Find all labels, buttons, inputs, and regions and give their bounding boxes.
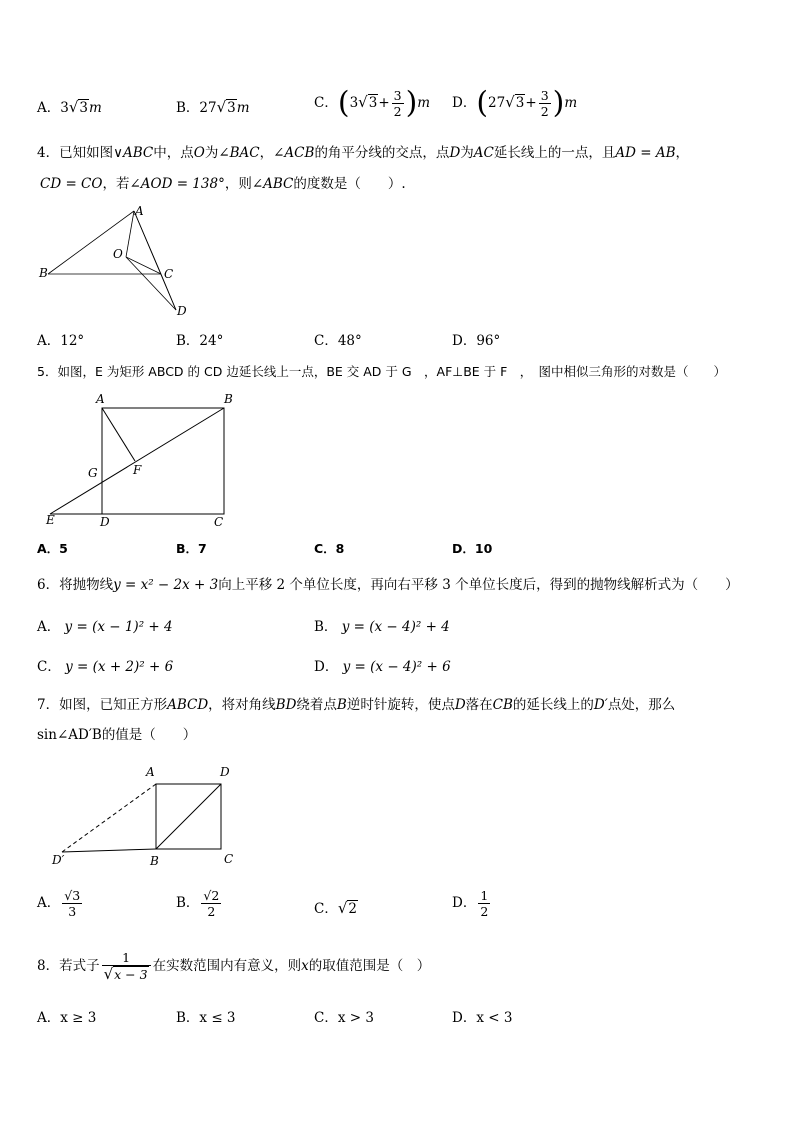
q5-label-a: A	[96, 392, 105, 406]
q3-option-c[interactable]: C．(3√3+ $\frac{3}{2}$ )m	[314, 85, 431, 121]
q6-option-b[interactable]: B． y = (x − 4)² + 4	[314, 619, 450, 635]
q5-label-b: B	[224, 392, 233, 406]
q6-option-d[interactable]: D． y = (x − 4)² + 6	[314, 659, 451, 675]
q3-d-fraction: $\frac{3}{2}$	[540, 88, 549, 119]
q5-label-g: G	[88, 466, 98, 480]
q4-figure	[36, 204, 196, 322]
q5-option-a[interactable]: A．5	[37, 541, 68, 556]
q5-option-d[interactable]: D．10	[452, 541, 493, 556]
q4-stem-line-1: 4．已知如图∨ABC中，点O为∠BAC，∠ACB的角平分线的交点，点D为AC延长线上的一点，且AD = AB，	[37, 145, 689, 161]
q7-option-c[interactable]: C．√2	[314, 899, 357, 917]
q6-option-a[interactable]: A． y = (x − 1)² + 4	[37, 619, 173, 635]
q6-stem: 6．将抛物线y = x² − 2x + 3向上平移 2 个单位长度，再向右平移 3 个单位长度后，得到的抛物线解析式为（ ）	[37, 577, 739, 593]
q4-option-a[interactable]: A．12°	[37, 333, 85, 349]
q4-label-o: O	[113, 247, 123, 261]
q7-label-b: B	[150, 854, 159, 868]
q4-label-d: D	[177, 304, 187, 318]
q3-c-fraction: $\frac{3}{2}$	[393, 88, 402, 119]
q5-label-e: E	[46, 513, 55, 527]
q5-stem: 5．如图，E 为矩形 ABCD 的 CD 边延长线上一点，BE 交 AD 于 G ，AF⊥BE 于 F ， 图中相似三角形的对数是（ ）	[37, 364, 727, 379]
q7-b-fraction: $\frac{√2}{2}$	[203, 888, 220, 919]
q3-option-a[interactable]: A．3√3m	[37, 98, 102, 116]
q8-option-a[interactable]: A．x ≥ 3	[37, 1010, 97, 1026]
q6-option-c[interactable]: C． y = (x + 2)² + 6	[37, 659, 174, 675]
q3-option-b[interactable]: B．27√3m	[176, 98, 250, 116]
q8-option-d[interactable]: D．x < 3	[452, 1010, 513, 1026]
q5-figure	[40, 390, 250, 530]
q4-option-c[interactable]: C．48°	[314, 333, 362, 349]
q7-label-dp: D′	[52, 853, 65, 867]
q4-option-d[interactable]: D．96°	[452, 333, 501, 349]
q5-option-c[interactable]: C．8	[314, 541, 345, 556]
q5-label-d: D	[100, 515, 110, 529]
q7-figure	[48, 760, 248, 870]
q5-option-b[interactable]: B．7	[176, 541, 207, 556]
q7-label-a: A	[146, 765, 155, 779]
q7-label-d: D	[220, 765, 230, 779]
q8-option-b[interactable]: B．x ≤ 3	[176, 1010, 236, 1026]
q7-option-b[interactable]: B． $\frac{√2}{2}$	[176, 888, 220, 919]
q7-a-fraction: $\frac{√3}{3}$	[64, 888, 81, 919]
q7-label-c: C	[224, 852, 234, 866]
q5-label-f: F	[133, 463, 142, 477]
q7-stem-line-1: 7．如图，已知正方形ABCD，将对角线BD绕着点B逆时针旋转，使点D落在CB的延长线上的D′点处，那么	[37, 697, 676, 713]
q4-label-b: B	[39, 266, 48, 280]
q7-option-d[interactable]: D． $\frac{1}{2}$	[452, 888, 489, 919]
q7-stem-line-2: sin∠AD′B的值是（ ）	[37, 727, 197, 743]
q8-fraction: $\frac{1}{√x - 3}$	[102, 950, 151, 983]
q7-option-a[interactable]: A． $\frac{√3}{3}$	[37, 888, 81, 919]
q3-option-d[interactable]: D．(27√3+ $\frac{3}{2}$ )m	[452, 85, 578, 121]
q4-label-a: A	[135, 204, 144, 218]
q5-label-c: C	[214, 515, 224, 529]
q4-label-c: C	[164, 267, 174, 281]
q8-stem: 8．若式子 $\frac{1}{√x - 3}$ 在实数范围内有意义，则x的取值范围是（ ）	[37, 950, 431, 983]
q4-stem-line-2: CD = CO，若∠AOD = 138°，则∠ABC的度数是（ ）.	[40, 176, 406, 192]
q4-option-b[interactable]: B．24°	[176, 333, 224, 349]
q7-d-fraction: $\frac{1}{2}$	[480, 888, 489, 919]
q8-option-c[interactable]: C．x > 3	[314, 1010, 374, 1026]
